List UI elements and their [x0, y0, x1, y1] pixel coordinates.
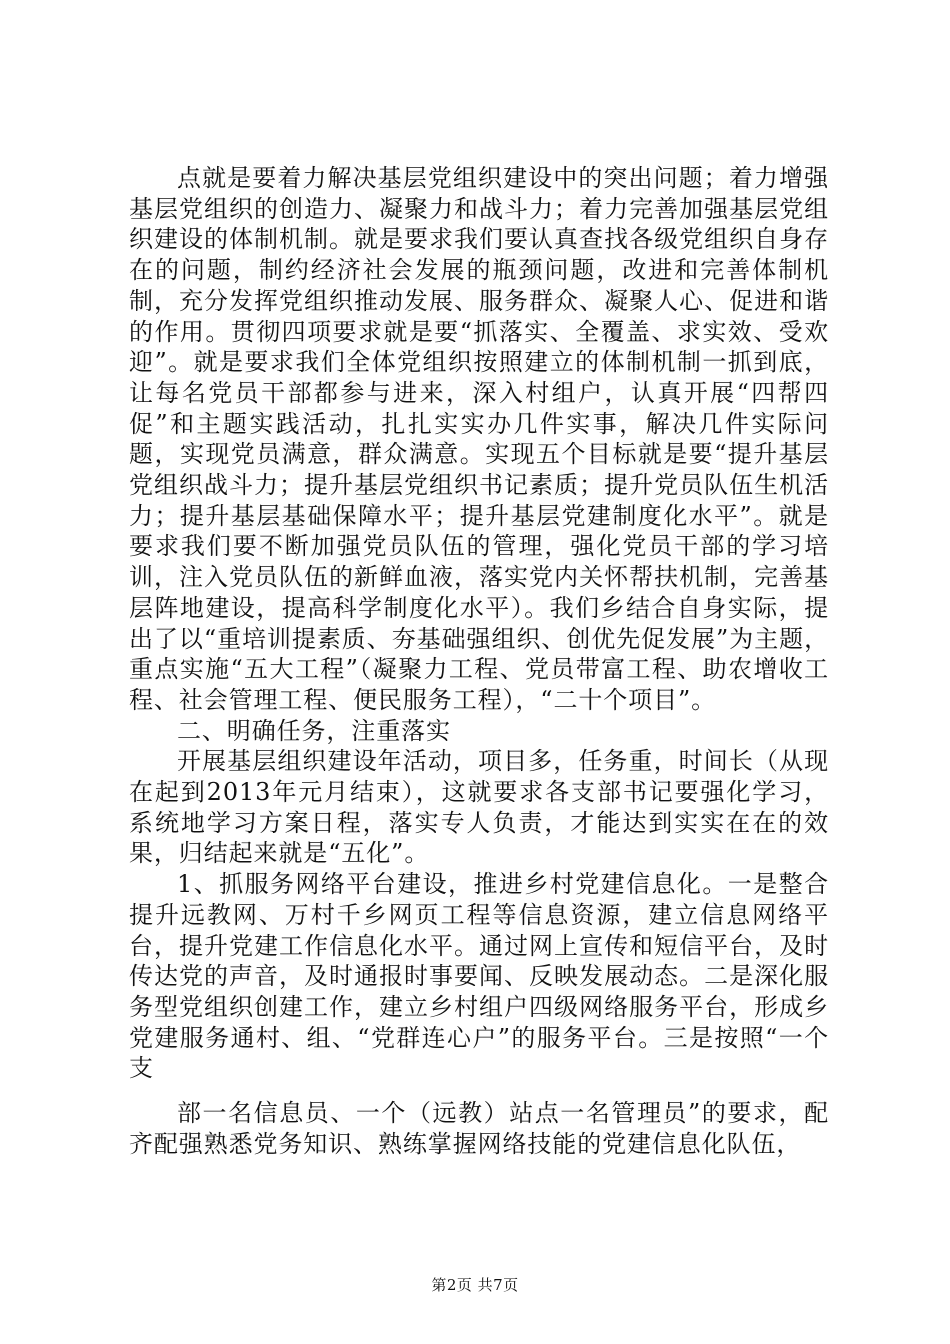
paragraph-tasks: 开展基层组织建设年活动，项目多，任务重，时间长（从现在起到2013年元月结束），这就要求各支部书记要强化学习，系统地学习方案日程，落实专人负责，才能达到实实在在的效果，归结起来就是“五化”。 [129, 747, 829, 868]
document-body [129, 163, 829, 1160]
paragraph-item-1-continued: 部一名信息员、一个（远教）站点一名管理员”的要求，配齐配强熟悉党务知识、熟练掌握网络技能的党建信息化队伍， [129, 1099, 829, 1158]
page-break-gap [129, 1084, 829, 1098]
paragraph-intro-continued: 点就是要着力解决基层党组织建设中的突出问题；着力增强基层党组织的创造力、凝聚力和战斗力；着力完善加强基层党组织建设的体制机制。就是要求我们要认真查找各级党组织自身存在的问题，制约经济社会发展的瓶颈问题，改进和完善体制机制，充分发挥党组织推动发展、服务群众、凝聚人心、促进和谐的作用。贯彻四项要求就是要“抓落实、全覆盖、求实效、受欢迎”。就是要求我们全体党组织按照建立的体制机制一抓到底，让每名党员干部都参与进来，深入村组户，认真开展“四帮四促”和主题实践活动，扎扎实实办几件实事，解决几件实际问题，实现党员满意，群众满意。实现五个目标就是要“提升基层党组织战斗力；提升基层党组织书记素质；提升党员队伍生机活力；提升基层基础保障水平；提升基层党建制度化水平”。就是要求我们要不断加强党员队伍的管理，强化党员干部的学习培训，注入党员队伍的新鲜血液，落实党内关怀帮扶机制，完善基层阵地建设，提高科学制度化水平）。我们乡结合自身实际，提出了以“重培训提素质、夯基础强组织、创优先促发展”为主题，重点实施“五大工程”（凝聚力工程、党员带富工程、助农增收工程、社会管理工程、便民服务工程），“二十个项目”。 [129, 164, 829, 714]
page-number-footer: 第2页 共7页 [431, 1276, 519, 1294]
section-heading: 二、明确任务，注重落实 [177, 716, 451, 745]
paragraph-item-1: 1、抓服务网络平台建设，推进乡村党建信息化。一是整合提升远教网、万村千乡网页工程等信息资源，建立信息网络平台，提升党建工作信息化水平。通过网上宣传和短信平台，及时传达党的声音，及时通报时事要闻、反映发展动态。二是深化服务型党组织创建工作，建立乡村组户四级网络服务平台，形成乡党建服务通村、组、“党群连心户”的服务平台。三是按照“一个支 [129, 870, 829, 1083]
